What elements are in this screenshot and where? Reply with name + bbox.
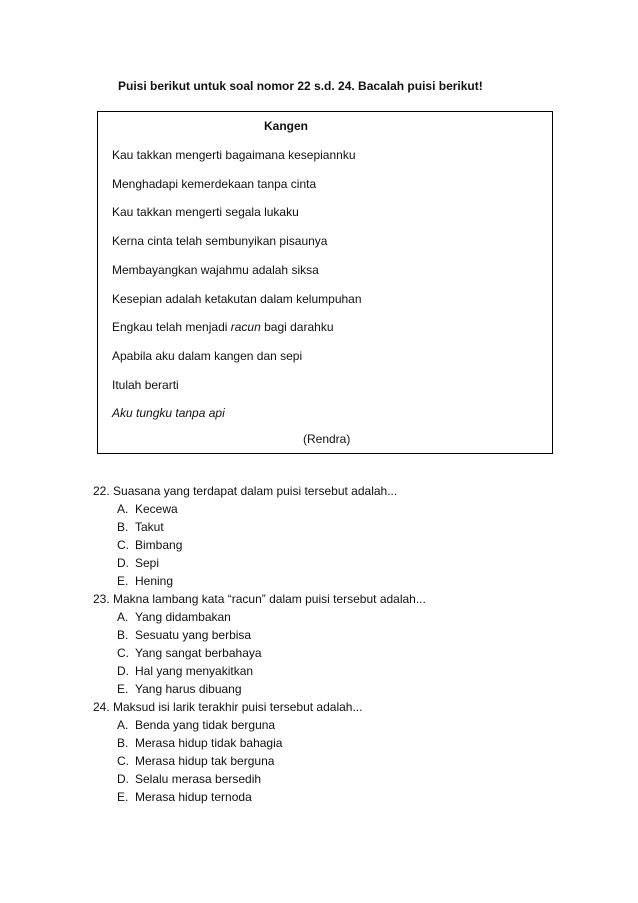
- answer-option[interactable]: [93, 680, 613, 698]
- question-text: 22. Suasana yang terdapat dalam puisi tersebut adalah...: [93, 484, 398, 498]
- poem-line: [112, 320, 334, 334]
- answer-option[interactable]: [93, 626, 613, 644]
- option-text: Selalu merasa bersedih: [135, 772, 262, 786]
- answer-option[interactable]: [93, 734, 613, 752]
- option-text: Bimbang: [135, 538, 183, 552]
- poem-line: [112, 205, 299, 219]
- option-letter: C.: [117, 538, 129, 552]
- answer-option[interactable]: [93, 518, 613, 536]
- option-letter: B.: [117, 736, 129, 750]
- poem-line-text: Kesepian adalah ketakutan dalam kelumpuhan: [112, 292, 362, 306]
- option-text: Takut: [135, 520, 164, 534]
- poem-title: Kangen: [263, 119, 308, 133]
- answer-option[interactable]: [93, 572, 613, 590]
- poem-line-text: Kerna cinta telah sembunyikan pisaunya: [112, 234, 328, 248]
- instruction-text: Puisi berikut untuk soal nomor 22 s.d. 24. Bacalah puisi berikut!: [118, 79, 483, 93]
- option-text: Yang harus dibuang: [135, 682, 242, 696]
- poem-line: [112, 406, 225, 420]
- option-letter: A.: [117, 718, 129, 732]
- poem-line: [112, 378, 179, 392]
- poem-line-text: Kau takkan mengerti bagaimana kesepiannku: [112, 148, 356, 162]
- option-text: Yang sangat berbahaya: [135, 646, 262, 660]
- option-letter: D.: [117, 664, 129, 678]
- option-letter: D.: [117, 556, 129, 570]
- question-23: [93, 590, 613, 698]
- option-letter: E.: [117, 574, 129, 588]
- answer-option[interactable]: [93, 536, 613, 554]
- option-letter: A.: [117, 610, 129, 624]
- poem-line-text: Engkau telah menjadi: [112, 320, 231, 334]
- option-text: Hal yang menyakitkan: [135, 664, 254, 678]
- poem-line: [112, 292, 362, 306]
- option-letter: E.: [117, 790, 129, 804]
- answer-option[interactable]: [93, 716, 613, 734]
- question-22: [93, 482, 613, 590]
- question-text: 24. Maksud isi larik terakhir puisi tersebut adalah...: [93, 700, 363, 714]
- answer-option[interactable]: [93, 608, 613, 626]
- option-letter: B.: [117, 520, 129, 534]
- answer-option[interactable]: [93, 644, 613, 662]
- question-24: [93, 698, 613, 806]
- option-text: Kecewa: [135, 502, 178, 516]
- poem-line: [112, 263, 319, 277]
- option-letter: D.: [117, 772, 129, 786]
- option-text: Merasa hidup ternoda: [135, 790, 252, 804]
- answer-option[interactable]: [93, 662, 613, 680]
- poem-line-text: Membayangkan wajahmu adalah siksa: [112, 263, 319, 277]
- option-text: Merasa hidup tidak bahagia: [135, 736, 283, 750]
- poem-italic-line: Aku tungku tanpa api: [112, 406, 225, 420]
- option-text: Hening: [135, 574, 174, 588]
- option-letter: C.: [117, 754, 129, 768]
- question-list: [93, 482, 613, 806]
- poem-line: [112, 349, 302, 363]
- poem-line: [112, 148, 356, 162]
- poem-box: [97, 111, 553, 454]
- poem-line-text: bagi darahku: [260, 320, 334, 334]
- option-letter: A.: [117, 502, 129, 516]
- question-text: 23. Makna lambang kata “racun” dalam puisi tersebut adalah...: [93, 592, 426, 606]
- option-text: Sepi: [135, 556, 160, 570]
- option-letter: B.: [117, 628, 129, 642]
- option-text: Benda yang tidak berguna: [135, 718, 276, 732]
- poem-line-text: Menghadapi kemerdekaan tanpa cinta: [112, 177, 317, 191]
- answer-option[interactable]: [93, 752, 613, 770]
- poem-line: [112, 177, 316, 191]
- option-text: Merasa hidup tak berguna: [135, 754, 275, 768]
- poem-author: (Rendra): [303, 432, 351, 446]
- answer-option[interactable]: [93, 788, 613, 806]
- poem-line-text: Itulah berarti: [112, 378, 179, 392]
- option-letter: C.: [117, 646, 129, 660]
- answer-option[interactable]: [93, 770, 613, 788]
- option-text: Yang didambakan: [135, 610, 231, 624]
- answer-option[interactable]: [93, 554, 613, 572]
- option-letter: E.: [117, 682, 129, 696]
- poem-line: [112, 234, 327, 248]
- option-text: Sesuatu yang berbisa: [135, 628, 252, 642]
- answer-option[interactable]: [93, 500, 613, 518]
- poem-italic-word: racun: [230, 320, 261, 334]
- poem-line-text: Kau takkan mengerti segala lukaku: [112, 205, 299, 219]
- poem-line-text: Apabila aku dalam kangen dan sepi: [112, 349, 303, 363]
